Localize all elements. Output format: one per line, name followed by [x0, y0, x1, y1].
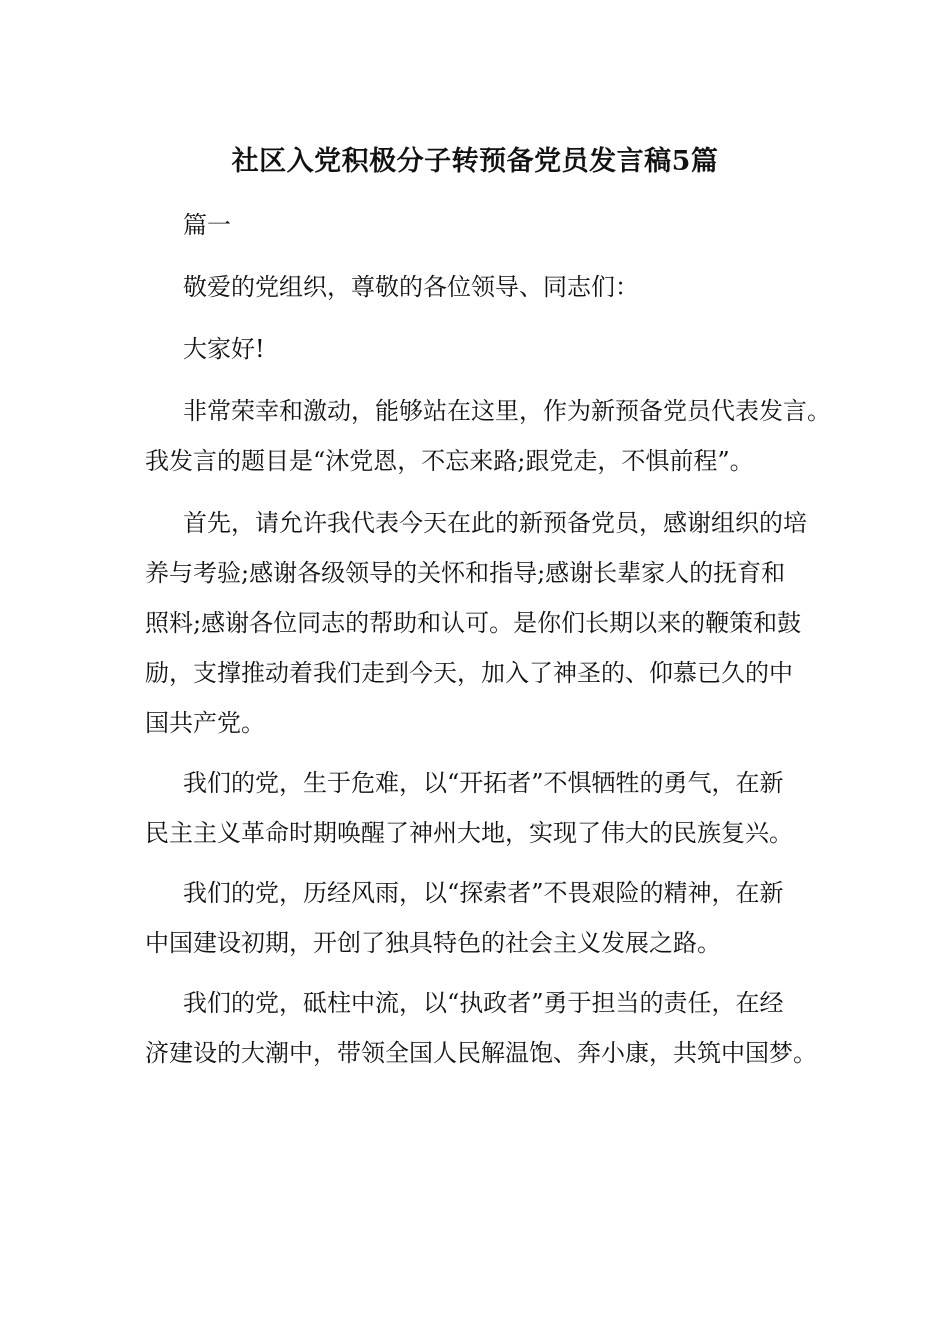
paragraph-line: 民主主义革命时期唤醒了神州大地，实现了伟大的民族复兴。: [145, 819, 793, 847]
paragraph-line: 我们的党，历经风雨，以“探索者”不畏艰险的精神，在新: [183, 879, 784, 907]
paragraph-line: 我们的党，砥柱中流，以“执政者”勇于担当的责任，在经: [183, 989, 784, 1017]
paragraph-line: 励，支撑推动着我们走到今天，加入了神圣的、仰慕已久的中: [145, 659, 793, 687]
paragraph-4: [145, 868, 810, 968]
section-label: [145, 200, 810, 250]
paragraph-1: [145, 386, 831, 486]
greeting-text: 大家好!: [183, 335, 265, 363]
paragraph-2: [145, 498, 810, 748]
paragraph-3: [145, 758, 810, 858]
paragraph-line: 照料;感谢各位同志的帮助和认可。是你们长期以来的鞭策和鼓: [145, 609, 802, 637]
document-title: 社区入党积极分子转预备党员发言稿5篇: [231, 146, 719, 177]
salutation-text: 敬爱的党组织，尊敬的各位领导、同志们：: [183, 273, 639, 301]
salutation: [145, 262, 810, 312]
greeting: [145, 324, 810, 374]
paragraph-line: 我发言的题目是“沐党恩，不忘来路;跟党走，不惧前程”。: [145, 447, 754, 475]
paragraph-line: 养与考验;感谢各级领导的关怀和指导;感谢长辈家人的抚育和: [145, 559, 786, 587]
paragraph-line: 首先，请允许我代表今天在此的新预备党员，感谢组织的培: [183, 509, 807, 537]
paragraph-line: 非常荣幸和激动，能够站在这里，作为新预备党员代表发言。: [183, 397, 831, 425]
section-label-text: 篇一: [183, 211, 231, 239]
paragraph-line: 中国建设初期，开创了独具特色的社会主义发展之路。: [145, 929, 721, 957]
paragraph-line: 我们的党，生于危难，以“开拓者”不惧牺牲的勇气，在新: [183, 769, 784, 797]
paragraph-5: [145, 978, 817, 1078]
paragraph-line: 济建设的大潮中，带领全国人民解温饱、奔小康，共筑中国梦。: [145, 1039, 817, 1067]
paragraph-line: 国共产党。: [145, 709, 265, 737]
